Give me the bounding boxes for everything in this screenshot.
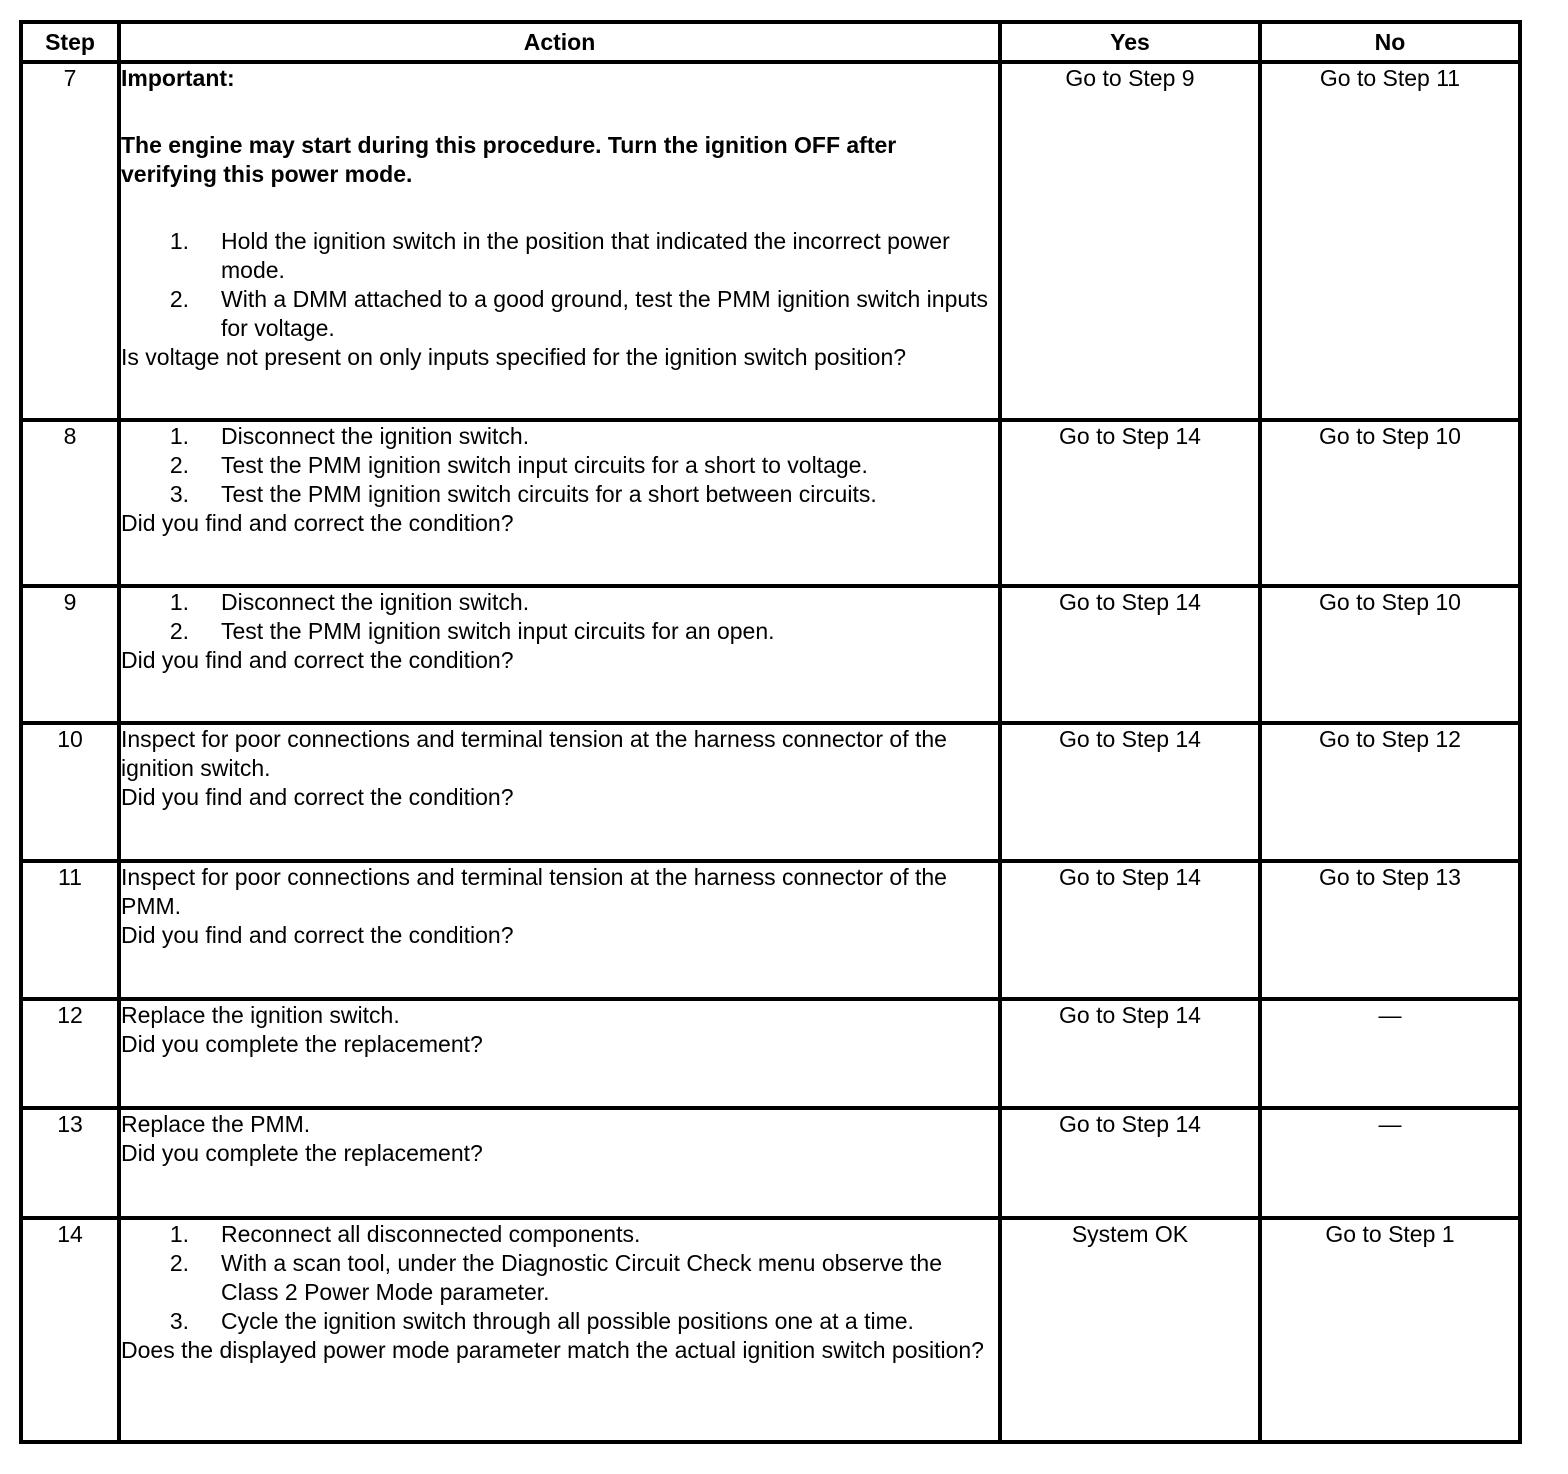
yes-result: Go to Step 14 xyxy=(1000,999,1260,1108)
action-text: Inspect for poor connections and terminal tension at the harness connector of the PMM. xyxy=(121,864,947,919)
action-cell xyxy=(119,999,1000,1108)
yes-result: Go to Step 14 xyxy=(1000,420,1260,586)
step-number: 14 xyxy=(21,1218,119,1442)
list-item: 1. Hold the ignition switch in the position that indicated the incorrect power mode. xyxy=(169,228,950,283)
table-row xyxy=(21,586,1520,723)
table-row xyxy=(21,1108,1520,1218)
action-cell xyxy=(119,1218,1000,1442)
list-item: 2. Test the PMM ignition switch input circuits for a short to voltage. xyxy=(169,452,868,478)
no-result: Go to Step 10 xyxy=(1260,420,1520,586)
list-item: 2. With a scan tool, under the Diagnostic Circuit Check menu observe the Class 2 Power Mode parameter. xyxy=(169,1250,943,1305)
yes-result: Go to Step 9 xyxy=(1000,62,1260,420)
list-item: 3. Cycle the ignition switch through all possible positions one at a time. xyxy=(169,1308,914,1334)
no-result: Go to Step 13 xyxy=(1260,861,1520,999)
yes-result: Go to Step 14 xyxy=(1000,861,1260,999)
step-number: 11 xyxy=(21,861,119,999)
action-cell xyxy=(119,861,1000,999)
table-row xyxy=(21,723,1520,861)
no-result: — xyxy=(1260,1108,1520,1218)
action-cell xyxy=(119,62,1000,420)
important-label: Important: xyxy=(121,65,235,91)
question-text: Is voltage not present on only inputs specified for the ignition switch position? xyxy=(121,344,907,370)
question-text: Did you find and correct the condition? xyxy=(121,647,514,673)
list-item: 1. Disconnect the ignition switch. xyxy=(169,423,530,449)
step-number: 7 xyxy=(21,62,119,420)
action-cell xyxy=(119,586,1000,723)
procedure-list xyxy=(121,422,998,509)
question-text: Did you find and correct the condition? xyxy=(121,922,514,948)
action-text: Inspect for poor connections and terminal tension at the harness connector of the ignition switch. xyxy=(121,726,947,781)
question-text: Did you find and correct the condition? xyxy=(121,784,514,810)
no-result: Go to Step 12 xyxy=(1260,723,1520,861)
header-yes: Yes xyxy=(1000,22,1260,62)
question-text: Did you complete the replacement? xyxy=(121,1031,483,1057)
step-number: 10 xyxy=(21,723,119,861)
important-text: The engine may start during this procedure. Turn the ignition OFF after verifying this power mode. xyxy=(121,132,897,187)
list-item: 1. Reconnect all disconnected components. xyxy=(169,1221,641,1247)
no-result: — xyxy=(1260,999,1520,1108)
action-text: Replace the ignition switch. xyxy=(121,1002,400,1028)
yes-result: System OK xyxy=(1000,1218,1260,1442)
action-cell xyxy=(119,1108,1000,1218)
step-number: 13 xyxy=(21,1108,119,1218)
no-result: Go to Step 1 xyxy=(1260,1218,1520,1442)
table-row xyxy=(21,1218,1520,1442)
yes-result: Go to Step 14 xyxy=(1000,586,1260,723)
step-number: 12 xyxy=(21,999,119,1108)
header-row xyxy=(21,22,1520,62)
diagnostic-table xyxy=(19,20,1522,1444)
question-text: Does the displayed power mode parameter match the actual ignition switch position? xyxy=(121,1337,984,1363)
no-result: Go to Step 10 xyxy=(1260,586,1520,723)
procedure-list xyxy=(121,227,998,343)
action-cell xyxy=(119,723,1000,861)
list-item: 1. Disconnect the ignition switch. xyxy=(169,589,530,615)
yes-result: Go to Step 14 xyxy=(1000,1108,1260,1218)
step-number: 9 xyxy=(21,586,119,723)
action-text: Replace the PMM. xyxy=(121,1111,311,1137)
yes-result: Go to Step 14 xyxy=(1000,723,1260,861)
list-item: 3. Test the PMM ignition switch circuits for a short between circuits. xyxy=(169,481,877,507)
no-result: Go to Step 11 xyxy=(1260,62,1520,420)
header-action: Action xyxy=(119,22,1000,62)
list-item: 2. With a DMM attached to a good ground, test the PMM ignition switch inputs for voltage. xyxy=(169,286,989,341)
table-row xyxy=(21,999,1520,1108)
header-step: Step xyxy=(21,22,119,62)
header-no: No xyxy=(1260,22,1520,62)
list-item: 2. Test the PMM ignition switch input circuits for an open. xyxy=(169,618,775,644)
table-row xyxy=(21,861,1520,999)
action-cell xyxy=(119,420,1000,586)
question-text: Did you find and correct the condition? xyxy=(121,510,514,536)
table-row xyxy=(21,62,1520,420)
table-row xyxy=(21,420,1520,586)
procedure-list xyxy=(121,588,998,646)
procedure-list xyxy=(121,1220,998,1336)
question-text: Did you complete the replacement? xyxy=(121,1140,483,1166)
step-number: 8 xyxy=(21,420,119,586)
